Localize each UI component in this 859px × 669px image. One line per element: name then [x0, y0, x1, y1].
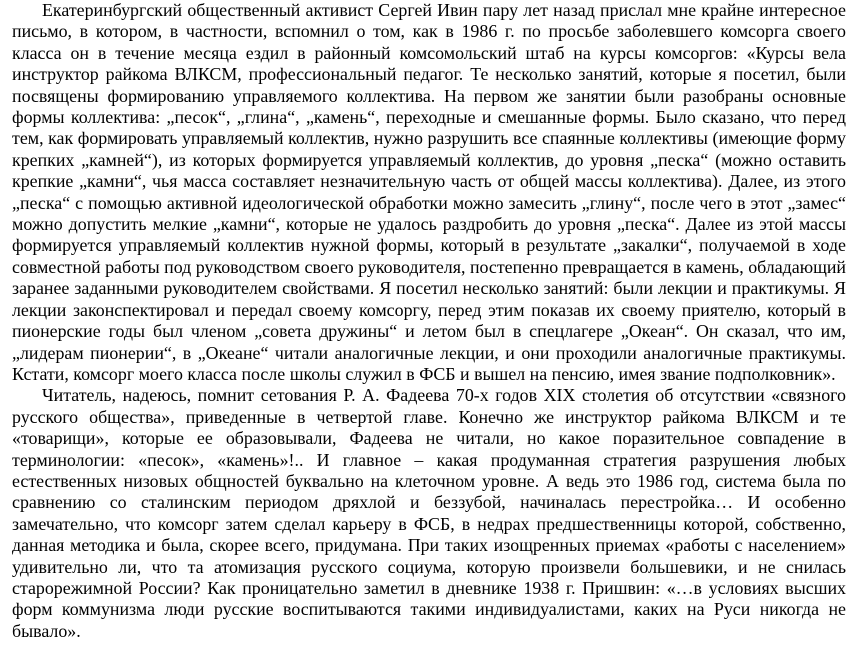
paragraph-1: Екатеринбургский общественный активист Сергей Ивин пару лет назад прислал мне крайне интересное письмо, в котором, в частности, вспомнил о том, как в 1986 г. по просьбе заболевшего комсорга своего класса он в течение месяца ездил в районный комсомольский штаб на курсы комсоргов: «Курсы вела инструктор райкома ВЛКСМ, профессиональный педагог. Те несколько занятий, которые я посетил, были посвящены формированию управляемого коллектива. На первом же занятии были разобраны основные формы коллектива: „песок“, „глина“, „камень“, переходные и смешанные формы. Было сказано, что перед тем, как формировать управляемый коллектив, нужно разрушить все спаянные коллективы (имеющие форму крепких „камней“), из которых формируется управляемый коллектив, до уровня „песка“ (можно оставить крепкие „камни“, чья масса составляет незначительную часть от общей массы коллектива). Далее, из этого „песка“ с помощью активной идеологической обработки можно замесить „глину“, после чего в этот „замес“ можно допустить мелкие „камни“, которые не удалось раздробить до уровня „песка“. Далее из этой массы формируется управляемый коллектив нужной формы, который в результате „закалки“, получаемой в ходе совместной работы под руководством своего руководителя, постепенно превращается в камень, обладающий заранее заданными руководителем свойствами. Я посетил несколько занятий: были лекции и практикумы. Я лекции законспектировал и передал своему комсоргу, перед этим показав их своему приятелю, который в пионерские годы был членом „совета дружины“ и летом был в спецлагере „Океан“. Он сказал, что им, „лидерам пионерии“, в „Океане“ читали аналогичные лекции, и они проходили аналогичные практикумы. Кстати, комсорг моего класса после школы служил в ФСБ и вышел на пенсию, имея звание подполковник». [12, 0, 846, 384]
document-body [12, 0, 846, 642]
paragraph-2: Читатель, надеюсь, помнит сетования Р. А. Фадеева 70-х годов XIX столетия об отсутствии «связного русского общества», приведенные в четвертой главе. Конечно же инструктор райкома ВЛКСМ и те «товарищи», которые ее образовывали, Фадеева не читали, но какое поразительное совпадение в терминологии: «песок», «камень»!.. И главное – какая продуманная стратегия разрушения любых естественных низовых общностей буквально на клеточном уровне. А ведь это 1986 год, система была по сравнению со сталинским периодом дряхлой и беззубой, начиналась перестройка… И особенно замечательно, что комсорг затем сделал карьеру в ФСБ, в недрах предшественницы которой, собственно, данная методика и была, скорее всего, придумана. При таких изощренных приемах «работы с населением» удивительно ли, что та атомизация русского социума, которую произвели большевики, и не снилась старорежимной России? Как проницательно заметил в дневнике 1938 г. Пришвин: «…в условиях высших форм коммунизма люди русские воспитываются такими индивидуалистами, каких на Руси никогда не бывало». [12, 385, 846, 641]
